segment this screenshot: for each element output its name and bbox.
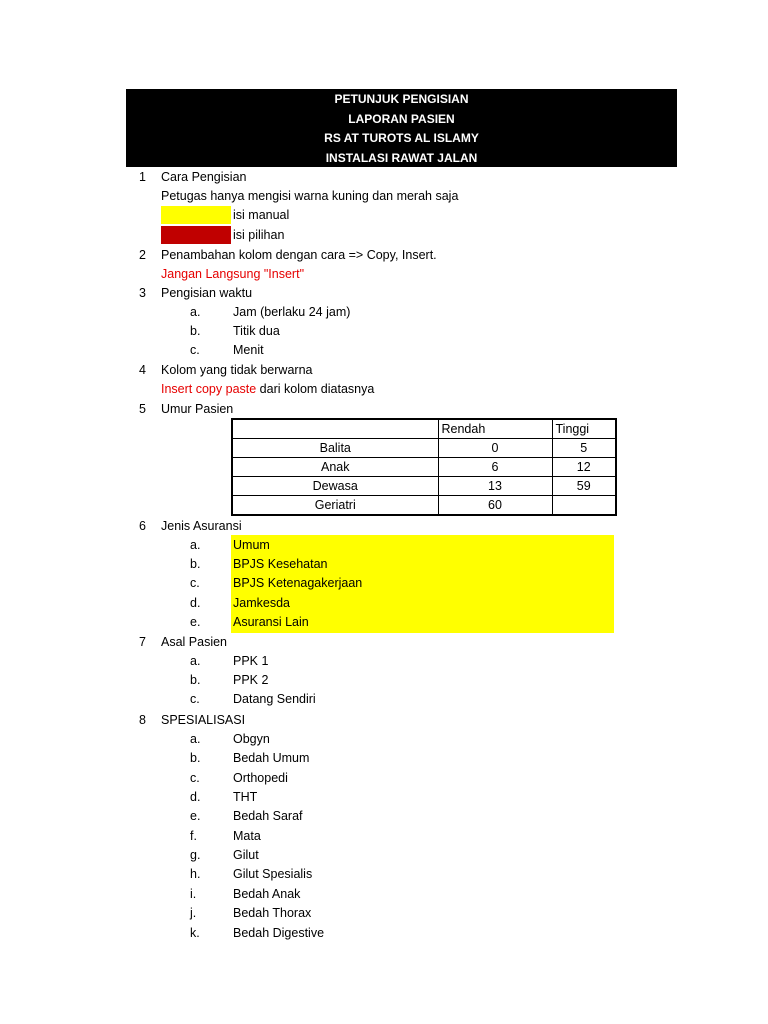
item-letter: e. <box>190 615 201 629</box>
section-title: Umur Pasien <box>161 402 234 416</box>
list-item: Datang Sendiri <box>233 692 316 706</box>
list-item: Bedah Anak <box>233 887 301 901</box>
table-row <box>232 439 616 458</box>
section-title: Cara Pengisian <box>161 170 247 184</box>
list-item: Mata <box>233 829 261 843</box>
table-cell: 13 <box>438 477 552 496</box>
item-letter: d. <box>190 790 201 804</box>
item-letter: b. <box>190 673 201 687</box>
list-item: PPK 2 <box>233 673 269 687</box>
list-item: Gilut <box>233 848 259 862</box>
section-title: Asal Pasien <box>161 635 228 649</box>
yellow-swatch <box>161 206 231 224</box>
table-cell: 0 <box>438 439 552 458</box>
item-letter: a. <box>190 305 201 319</box>
item-letter: e. <box>190 809 201 823</box>
warning-text: Jangan Langsung "Insert" <box>161 267 305 281</box>
item-letter: i. <box>190 887 197 901</box>
section-number: 4 <box>139 363 146 377</box>
section-number: 3 <box>139 286 146 300</box>
section-number: 1 <box>139 170 146 184</box>
section-note <box>161 381 374 397</box>
table-cell <box>552 496 616 516</box>
list-item: Obgyn <box>233 732 270 746</box>
item-letter: a. <box>190 538 201 552</box>
item-letter: c. <box>190 771 200 785</box>
red-swatch <box>161 226 231 244</box>
item-letter: a. <box>190 654 201 668</box>
section-title: Jenis Asuransi <box>161 519 242 533</box>
item-letter: h. <box>190 867 201 881</box>
section-title: SPESIALISASI <box>161 713 246 727</box>
item-letter: g. <box>190 848 201 862</box>
item-letter: b. <box>190 324 201 338</box>
legend-pilihan: isi pilihan <box>233 228 285 242</box>
table-cell-label: Dewasa <box>232 477 438 496</box>
list-item: Asuransi Lain <box>233 615 309 629</box>
list-item: BPJS Kesehatan <box>233 557 328 571</box>
section-number: 2 <box>139 248 146 262</box>
list-item: Jamkesda <box>233 596 290 610</box>
section-number: 6 <box>139 519 146 533</box>
table-header-cell: Tinggi <box>552 419 616 439</box>
header-line-unit: INSTALASI RAWAT JALAN <box>325 150 478 165</box>
item-letter: b. <box>190 751 201 765</box>
table-cell-label: Balita <box>232 439 438 458</box>
legend-manual: isi manual <box>233 208 290 222</box>
item-letter: a. <box>190 732 201 746</box>
list-item: THT <box>233 790 258 804</box>
section-title: Pengisian waktu <box>161 286 253 300</box>
section-title: Penambahan kolom dengan cara => Copy, Insert. <box>161 248 437 262</box>
age-table <box>231 418 617 516</box>
list-item: Bedah Saraf <box>233 809 303 823</box>
table-header-cell: Rendah <box>438 419 552 439</box>
table-cell: 59 <box>552 477 616 496</box>
table-header-cell <box>232 419 438 439</box>
item-letter: k. <box>190 926 200 940</box>
item-letter: f. <box>190 829 197 843</box>
section-number: 5 <box>139 402 146 416</box>
table-cell: 6 <box>438 458 552 477</box>
list-item: BPJS Ketenagakerjaan <box>233 576 363 590</box>
table-header-row <box>232 419 616 439</box>
table-cell: 12 <box>552 458 616 477</box>
list-item: Menit <box>233 343 264 357</box>
section-number: 8 <box>139 713 146 727</box>
table-cell-label: Anak <box>232 458 438 477</box>
section-number: 7 <box>139 635 146 649</box>
table-row <box>232 496 616 516</box>
table-cell: 5 <box>552 439 616 458</box>
item-letter: d. <box>190 596 201 610</box>
item-letter: b. <box>190 557 201 571</box>
list-item: Bedah Thorax <box>233 906 312 920</box>
list-item: Bedah Digestive <box>233 926 325 940</box>
list-item: Orthopedi <box>233 771 288 785</box>
note-red-part: Insert copy paste <box>161 382 257 396</box>
list-item: Bedah Umum <box>233 751 310 765</box>
table-cell-label: Geriatri <box>232 496 438 516</box>
item-letter: j. <box>190 906 197 920</box>
list-item: Titik dua <box>233 324 280 338</box>
header-line-title: PETUNJUK PENGISIAN <box>334 92 469 106</box>
list-item: Umum <box>233 538 270 552</box>
table-row <box>232 458 616 477</box>
section-title: Kolom yang tidak berwarna <box>161 363 313 377</box>
list-item: Gilut Spesialis <box>233 867 313 881</box>
header-line-report: LAPORAN PASIEN <box>348 111 455 126</box>
document-header <box>126 89 677 167</box>
header-line-hospital: RS AT TUROTS AL ISLAMY <box>324 131 479 145</box>
list-item: Jam (berlaku 24 jam) <box>233 305 351 319</box>
section-description: Petugas hanya mengisi warna kuning dan merah saja <box>161 189 459 203</box>
note-rest-part: dari kolom diatasnya <box>256 382 375 396</box>
item-letter: c. <box>190 692 200 706</box>
list-item: PPK 1 <box>233 654 269 668</box>
item-letter: c. <box>190 343 200 357</box>
table-cell: 60 <box>438 496 552 516</box>
item-letter: c. <box>190 576 200 590</box>
table-row <box>232 477 616 496</box>
